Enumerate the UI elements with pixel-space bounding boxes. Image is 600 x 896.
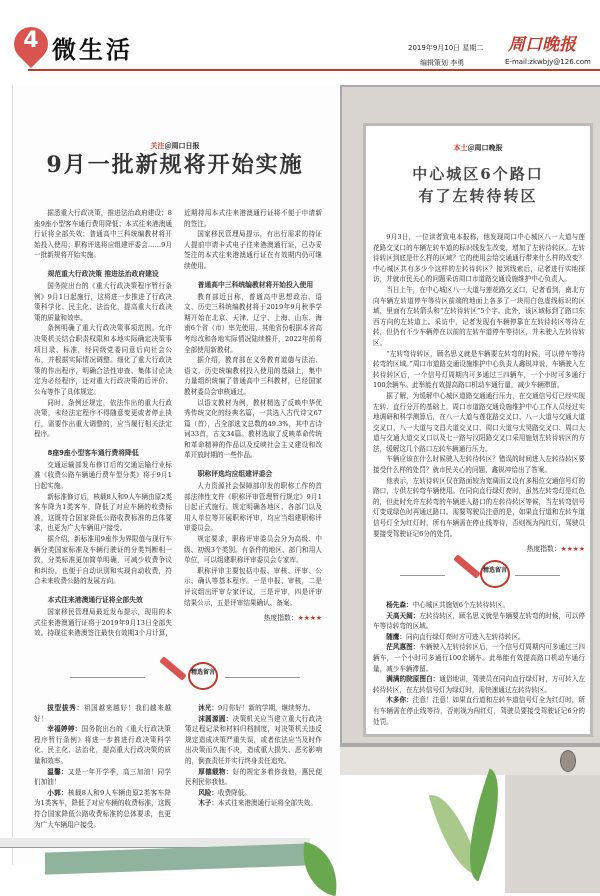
kicker-source: ＠周口晚报 [467, 144, 503, 152]
subheading: 规范重大行政决策 推进法治政府建设 [47, 269, 159, 278]
subheading: 本式往来港澳通行证将全部失效 [47, 596, 143, 604]
comment-text: 收费降低。 [217, 788, 251, 797]
comment-user: 沐光： [198, 704, 218, 712]
kicker-source: ＠周口日报 [164, 142, 200, 150]
comment-user: 厚德载物： [198, 767, 233, 776]
comment-text: 本式往来港澳通行证将全部失效。 [217, 799, 317, 808]
left-article-title: 9月一批新规将开始实施 [46, 152, 304, 178]
hot-index [184, 612, 322, 622]
comment [373, 611, 585, 632]
divider [225, 677, 300, 678]
comment [373, 600, 585, 611]
divider [400, 575, 445, 576]
comment-text: 国务院出台的《重大行政决策程序暂行条例》将进一步推进行政决策科学化、民主化、法治化，提高重大行政决策的质量和效率。 [34, 725, 172, 765]
comment-user: 满满的院原图白： [386, 675, 440, 684]
comment-text: 通俗地讲，驾驶员在同向直行绿灯时，方可转入左转待转区，在左转信号灯为绿灯时，需快速通过左转待转区。 [373, 675, 586, 694]
comment-text: 9月你好！新的学期，继续努力。 [217, 704, 315, 712]
comment [373, 674, 585, 695]
right-comments-badge [400, 560, 560, 590]
comment [185, 788, 322, 799]
comment [373, 632, 585, 643]
comment-user: 小郭： [47, 788, 68, 797]
paragraph: 职称评审主要包括申报、审核、评审、公示、确认等基本程序。一是申报、审核，二是评议组出评审专家评议，三是评审，四是评审结果公示，五是评审结果确认、备案。 [184, 566, 322, 607]
comment-text: 又是一年开学季，高三加油！同学们加油！ [34, 767, 172, 787]
hot-index [373, 543, 585, 553]
comment-user: 拔型拔秀： [47, 704, 84, 712]
editor-credit: 编辑策划 李勇 [420, 59, 465, 67]
subheading: 职称评选均应组建评委会 [197, 470, 273, 479]
title-line: 中心城区6个路口 [412, 165, 544, 183]
paragraph: 交通运输部发布修订后的交通运输行业标准《收费公路车辆通行费车型分类》将于9月1日起实施。 [34, 460, 172, 491]
section-title: 微生活 [52, 35, 133, 64]
paragraph: 人力资源社会保障部印发的职称工作的首部法律性文件《职称评审管理暂行规定》9月1日起正式施行。规定明确各地区、各部门以及用人单位等开展职称评审，均应当组建职称评审委员会。 [184, 482, 322, 533]
newspaper-logo: 周口晚报 [508, 35, 576, 55]
paragraph: 据悉重大行政决策，推进法治政府建设；8座9座小型客车通行费用降低；本式往来港澳通行证将全部失效；普通高中三科统编教材将开始投入使用；职称评选将应组建评委会……9月一批新规将开始实施。 [34, 209, 172, 260]
monitor-stand [505, 775, 600, 893]
paragraph: 同时，条例还规定，依法作出的重大行政决策，未经法定程序不得随意变更或者停止执行，需要作出重大调整的，应当履行相关法定程序。 [34, 398, 172, 439]
comment-text: 车辆驶入左转待转区后，一个信号灯周期内可多通过三四辆车，一个小时可多通行100余辆车。此举能有效提高路口机动车通行量，减少车辆滞留。 [373, 643, 586, 673]
kicker-tag: 关注 [150, 142, 165, 150]
comment [185, 714, 322, 767]
paragraph: “左转弯待转区，顾名思义就是车辆要左转弯的时候，可以停车等待转弯的区域。”周口市道路交通设施维护中心负责人鑫锐冲说，车辆驶入左转待转区后，一个信号灯周期内可多通过三四辆车，一个小时可多通行100余辆车。此举能有效提高路口机动车通行量，减少车辆滞留。 [373, 349, 585, 390]
comment-text: 同向直行绿灯亮时方可进入左转待转区。 [405, 632, 525, 641]
comment [373, 642, 585, 674]
heart-badge-icon: 精选留言 [188, 662, 218, 690]
paragraph: 他表示，左转待转区仅在路面较为宽阔而又设有多相位交通信号灯的路口，专供左转弯车辆使用。在同向直行绿灯亮时，虽然左转弯灯是红色的，但此时允许左转弯的车辆进入路口的左转待转区等候，当左转弯信号灯变成绿色时再通过路口。需要驾驶员注意的是，如果直行道和左转车道信号灯全为红灯时，所有车辆需在停止线等待，否则视为闯红灯，驾驶员要接受驾驶证记6分的处罚。 [373, 476, 585, 538]
divider [515, 575, 560, 576]
header-divider [28, 69, 600, 71]
hot-stars: ★★★★ [297, 614, 322, 623]
paragraph: 教育部近日称，普通高中思想政治、语文、历史三科统编教材将于2019年9月秋季学期开始在北京、天津、辽宁、上海、山东、海南6个省（市）率先使用，其他省份根据本省高考综改和各地实际情况陆续推开，2022年前将全部使用新教材。 [184, 292, 322, 354]
paragraph: 9月3日，一位读者致电本报称，他发现周口中心城区八一大道与莲花路交叉口的车辆左转车道的标识线发生改变，增加了左转待转区。左转待转区到底是什么样的区域？它的使用会给交通通行带来什么样的改变？中心城区共有多少个这样的左转待转区？接到线索后，记者进行实地探访，并就市民关心的问题采访周口市道路交通设施维护中心负责人。 [373, 233, 585, 284]
left-article-body [34, 208, 322, 653]
hot-index-label: 热度指数： [263, 614, 298, 623]
subheading: 普通高中三科统编教材将开始投入使用 [197, 280, 314, 289]
heart-badge-icon: 精选留言 [480, 560, 510, 588]
left-comments [34, 703, 322, 833]
comment-text: 中心城区共施划6个左转待转区。 [412, 601, 510, 609]
paragraph: 据介绍，教育部在义务教育道德与法治、语文、历史统编教材投入使用的基础上，集中力量组织统编了普通高中三科教材，已经国家教材委员会审核通过。 [184, 356, 322, 396]
right-article-body [373, 232, 585, 552]
email-link[interactable]: E-mail:zkwbjy@126.com [505, 58, 591, 66]
comment-user: 天高天阔： [386, 611, 420, 620]
comment-user: 风险： [198, 788, 218, 797]
comment-text: 祖国越来越好！我们越来越好！ [34, 704, 172, 723]
comment-text: 好的规定多着你我他，惠民便民利民你我他。 [185, 767, 323, 787]
page-number: 4 [23, 28, 39, 53]
comment-text: 左转待转区，顾名思义就是车辆要左转弯的时候，可以停车等待转弯的区域。 [373, 611, 586, 631]
paragraph: 国务院出台的《重大行政决策程序暂行条例》9月1日起施行，这将进一步推进了行政决策科学化、民主化、法治化，提高重大行政决策的质量和效率。 [34, 281, 172, 322]
title-line: 有了左转待转区 [418, 187, 538, 205]
paragraph: 规定要求，职称评审委员会分为高级、中级、初级3个类别。有条件的地区、部门和用人单位，可以组建职称评审委员会专家库。 [184, 535, 322, 565]
paragraph: 据介绍，新标准用9座作为界限值与现行车辆分类国家标准及车辆行驶证的分类判断相一致，分类标准更加简单明确，可减少收费争议和纠纷，也便于自动识别和实现自动收费，符合未来收费公路的发展方向。 [34, 535, 172, 586]
comment-user: 幸福婷婷： [47, 725, 82, 734]
comment [185, 767, 322, 788]
paragraph: 车辆应该在什么时候驶入左转待转区？错误的时间进入左转待转区要接受什么样的处罚？就市民关心的问题，鑫锐冲给出了答案。 [373, 455, 585, 475]
comment-user: 随鹰： [386, 632, 406, 641]
kicker-tag: 本土 [453, 144, 468, 152]
comment [34, 703, 171, 724]
left-comments-badge [70, 662, 300, 692]
paragraph: 据了解，为缓解中心城区道路交通通行压力，在交通信号灯已经实现左转、直行分开的基础上，周口市道路交通设施维护中心工作人员经过实地调研和科学测算后，在八一大道与莲花路交叉口、八一大道与交通大道交叉口、八一大道与文昌大道交叉口、周口大道与太昊路交叉口、周口大道与交通大道交叉口以及七一路与汉阳路交叉口采用施划左转待转区的方法，缓解这几个路口左转车辆通行压力。 [373, 391, 585, 453]
comment-text: 决策机关应当建立重大行政决策过程记录和材料归档制度，对决策机关违反规定造成决策严重失误，或者依法应当及时作出决策而久拖不决，造成重大损失、恶劣影响的，倒查责任并实行终身责任追究。 [185, 714, 323, 765]
paragraph: 国家移民管理局最近发布提示，现用的本式往来港澳通行证将于2019年9月13日全部失效。持现往来港澳签注最快有效期3个月计算，近期持用本式往来港澳通行证将不便于申请新的签注。 [34, 209, 322, 638]
comment-user: 沫圆源圆： [198, 714, 233, 723]
right-kicker [368, 143, 588, 153]
paragraph: 条例明确了重大行政决策事项范围。允许决策机关结合职责权限和本地实际确定决策事项目录、标准，经同级党委同意后向社会公布，并根据实际情况调整。细化了重大行政决策的作出程序，明确合法性审查、集体讨论决定为必经程序，还对重大行政决策的后评价、公布等作了具体规定。 [34, 324, 172, 396]
comment-user: 温馨： [47, 767, 68, 776]
paragraph: 当日上午，在中心城区八一大道与莲花路交叉口，记者看到，南北方向车辆左转道停车等待区前端的地面上各多了一块用白色虚线标识的区域，里面有左转箭头和“左转待转区”5个字。此外，该区域标到了路口东西方向的左转道上。采访中，记者发现有车辆停靠在左转待转区等待左转，但仍有不少车辆停在以前的左转车道停车等待区，并未驶入左转待转区。 [373, 285, 585, 347]
comment [34, 724, 171, 766]
comment [185, 703, 322, 714]
comment-user: 木子： [198, 799, 218, 808]
comment [34, 788, 171, 830]
hot-stars: ★★★★ [560, 545, 585, 554]
right-comments [373, 600, 586, 726]
comment-user: 杨先森： [386, 601, 413, 609]
comment-text: 注意！注意！如果直行道和左转车道信号灯全为红灯时，所有车辆需在停止线等待，否则视为闯红灯，驾驶员要接受驾驶证记6分的处罚。 [373, 696, 586, 726]
comment [373, 695, 585, 727]
paragraph: 以语文教材为例，教材精选了反映中华优秀传统文化的经典名篇，一共选入古代诗文67篇（首），占全部选文总数的49.3%，其中古诗词33首，古文34篇。教材选取了反映革命传统和革命精神的作品以及反映社会主义建设和改革开放时期的一些作品。 [184, 398, 322, 460]
comment [34, 767, 171, 788]
hot-index-label: 热度指数： [526, 545, 561, 554]
power-knob-icon [560, 750, 576, 772]
comment-user: 茫风惠图： [386, 643, 420, 652]
issue-date: 2019年9月10日 星期二 [408, 44, 484, 52]
divider [70, 677, 145, 678]
paragraph: 国家移民管理局提示，有出行需求的持证人提前申请卡式电子往来港澳通行证，已办妥签注的本式往来港澳通行证在有效期内仍可继续使用。 [184, 230, 322, 270]
comment [185, 798, 322, 809]
comment-text: 核载8人和9人车辆由原2类客车降为1类客车，降低了对应车辆的收费标准，这既符合国家降低公路收费标准的总体要求，也更为广大车辆用户接受。 [34, 788, 171, 829]
right-article-title [368, 163, 588, 207]
subheading: 8座9座小型客车通行费将降低 [47, 448, 139, 457]
comment-user: 木多你： [386, 696, 413, 705]
paragraph: 新标准修订后，核载8人和9人车辆由原2类客车降为1类客车，降低了对应车辆的收费标准，这既符合国家降低公路收费标准的总体要求，也更为广大车辆用户接受。 [34, 492, 172, 533]
